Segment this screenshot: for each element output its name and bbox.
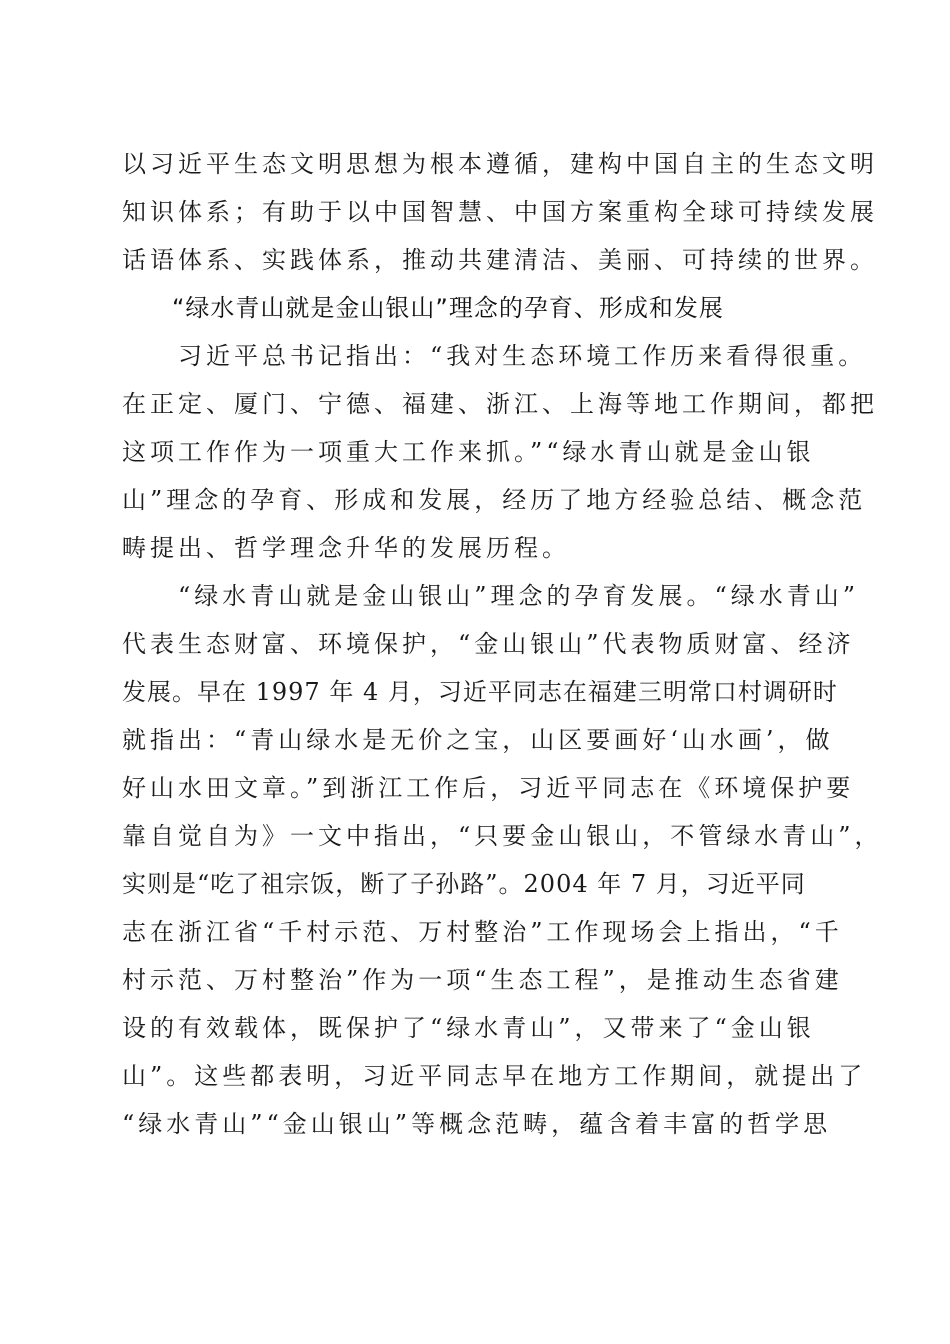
paragraph-line: 靠自觉自为》一文中指出，“只要金山银山，不管绿水青山”， <box>122 822 883 850</box>
paragraph-line: 山”。这些都表明，习近平同志早在地方工作期间，就提出了 <box>122 1062 867 1090</box>
document-body <box>122 140 883 1148</box>
paragraph-line: 以习近平生态文明思想为根本遵循，建构中国自主的生态文明 <box>122 150 878 178</box>
paragraph-line: 知识体系；有助于以中国智慧、中国方案重构全球可持续发展 <box>122 198 878 226</box>
paragraph-line: 发展。早在 1997 年 4 月，习近平同志在福建三明常口村调研时 <box>122 678 838 706</box>
paragraph-line: 畴提出、哲学理念升华的发展历程。 <box>122 534 570 562</box>
paragraph-line: 代表生态财富、环境保护，“金山银山”代表物质财富、经济 <box>122 630 855 658</box>
paragraph-line: 设的有效载体，既保护了“绿水青山”，又带来了“金山银 <box>122 1014 815 1042</box>
paragraph-line: 习近平总书记指出：“我对生态环境工作历来看得很重。 <box>122 342 867 370</box>
paragraph-line: 话语体系、实践体系，推动共建清洁、美丽、可持续的世界。 <box>122 246 878 274</box>
paragraph-line: 山”理念的孕育、形成和发展，经历了地方经验总结、概念范 <box>122 486 867 514</box>
paragraph-line: “绿水青山”“金山银山”等概念范畴，蕴含着丰富的哲学思 <box>122 1110 832 1138</box>
section-heading: “绿水青山就是金山银山”理念的孕育、形成和发展 <box>172 294 724 322</box>
paragraph-line: 实则是“吃了祖宗饭，断了子孙路”。2004 年 7 月，习近平同 <box>122 870 806 898</box>
paragraph-line: 村示范、万村整治”作为一项“生态工程”，是推动生态省建 <box>122 966 843 994</box>
paragraph-line: 志在浙江省“千村示范、万村整治”工作现场会上指出，“千 <box>122 918 843 946</box>
paragraph-line: 就指出：“青山绿水是无价之宝，山区要画好‘山水画’，做 <box>122 726 834 754</box>
paragraph-line: 在正定、厦门、宁德、福建、浙江、上海等地工作期间，都把 <box>122 390 878 418</box>
paragraph-line: 好山水田文章。”到浙江工作后，习近平同志在《环境保护要 <box>122 774 855 802</box>
paragraph-line: “绿水青山就是金山银山”理念的孕育发展。“绿水青山” <box>122 582 860 610</box>
paragraph-line: 这项工作作为一项重大工作来抓。”“绿水青山就是金山银 <box>122 438 815 466</box>
